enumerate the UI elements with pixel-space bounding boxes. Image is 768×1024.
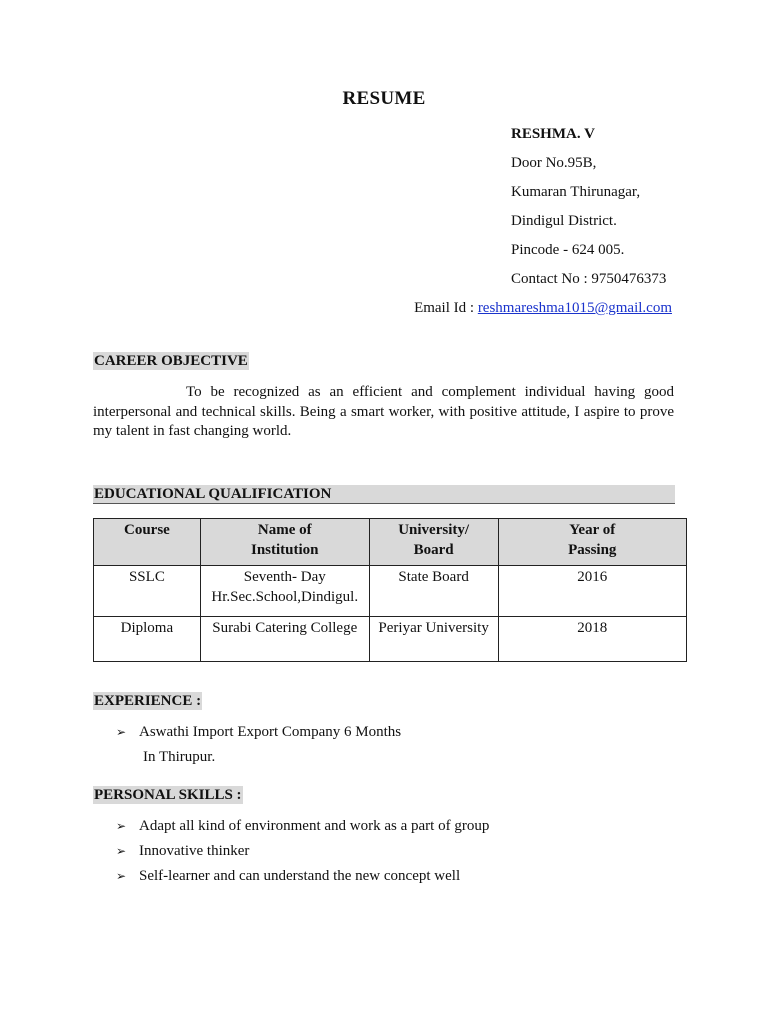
list-item: ➢ Aswathi Import Export Company 6 Months [116, 724, 402, 740]
personal-skills-heading: PERSONAL SKILLS : [94, 787, 242, 803]
table-header-row [94, 519, 687, 566]
skills-list [116, 816, 489, 886]
candidate-name: RESHMA. V [511, 126, 595, 142]
education-heading: EDUCATIONAL QUALIFICATION [93, 485, 675, 504]
cell-year: 2016 [498, 566, 686, 617]
cell-institution: Seventh- Day Hr.Sec.School,Dindigul. [200, 566, 369, 617]
cell-year: 2018 [498, 617, 686, 662]
career-objective-heading: CAREER OBJECTIVE [94, 353, 248, 369]
experience-list [116, 722, 401, 742]
email-label: Email Id : [414, 300, 478, 316]
cell-board: Periyar University [369, 617, 498, 662]
experience-location: In Thirupur. [143, 749, 216, 765]
arrow-bullet-icon: ➢ [116, 869, 127, 883]
list-item: ➢ Innovative thinker [116, 843, 250, 859]
cell-course: SSLC [94, 566, 201, 617]
header-institution: Name of Institution [200, 519, 369, 566]
education-table [93, 518, 687, 662]
address-line: Pincode - 624 005. [511, 242, 625, 258]
contact-phone: Contact No : 9750476373 [511, 271, 667, 287]
address-line: Dindigul District. [511, 213, 617, 229]
list-item: ➢ Adapt all kind of environment and work as a part of group [116, 818, 490, 834]
email-link[interactable]: reshmareshma1015@gmail.com [477, 300, 672, 316]
email-line [414, 298, 672, 318]
arrow-bullet-icon: ➢ [116, 819, 127, 833]
address-line: Kumaran Thirunagar, [511, 184, 641, 200]
contact-block [511, 124, 666, 298]
header-year: Year of Passing [498, 519, 686, 566]
arrow-bullet-icon: ➢ [116, 725, 127, 739]
page-title: RESUME [342, 88, 426, 109]
header-university: University/ Board [369, 519, 498, 566]
address-line: Door No.95B, [511, 155, 597, 171]
list-item: ➢ Self-learner and can understand the new concept well [116, 868, 461, 884]
table-row [94, 617, 687, 662]
cell-board: State Board [369, 566, 498, 617]
cell-institution: Surabi Catering College [200, 617, 369, 662]
header-course: Course [94, 519, 201, 566]
arrow-bullet-icon: ➢ [116, 844, 127, 858]
career-objective-text: To be recognized as an efficient and complement individual having good interpersonal and technical skills. Being a smart worker, with positive attitude, I aspire to prove my talent in fast changing world. [93, 384, 674, 439]
cell-course: Diploma [94, 617, 201, 662]
table-row [94, 566, 687, 617]
experience-heading: EXPERIENCE : [94, 693, 202, 709]
